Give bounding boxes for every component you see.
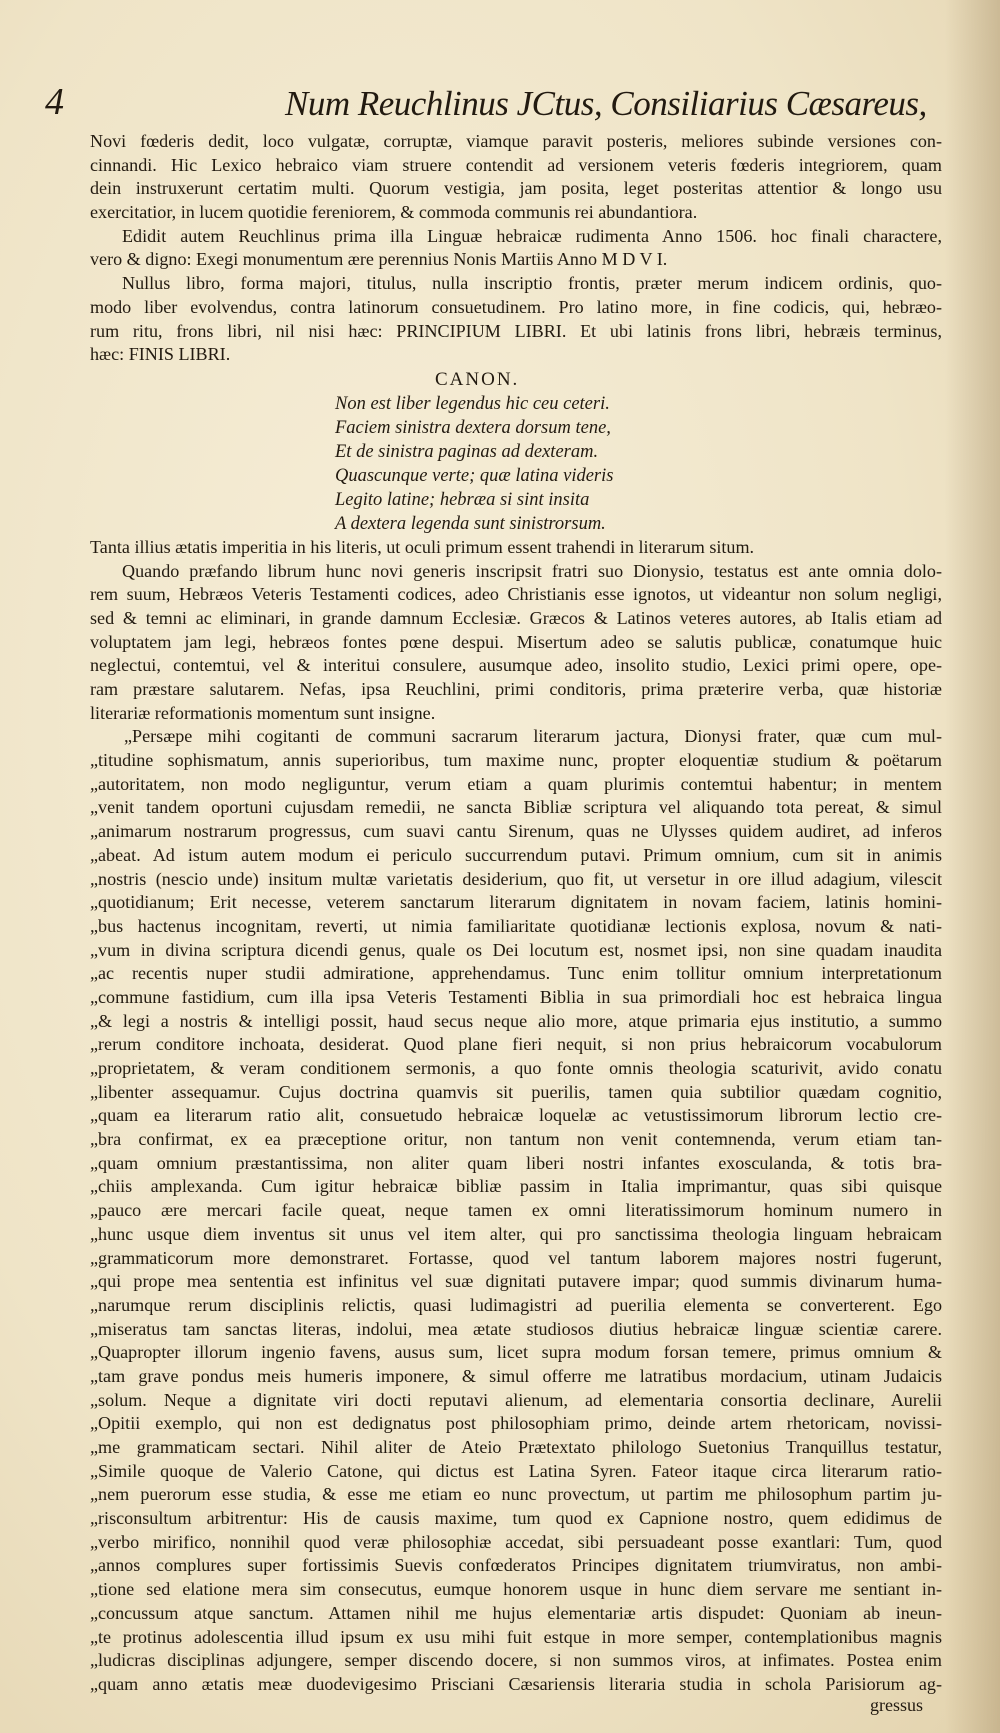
text-line: rum ritu, frons libri, nil nisi hæc: PRINCIPIUM LIBRI. Et ubi latinis frons libri, hebræis terminus, [90, 320, 942, 341]
quote-line: „rerum conditore inchoata, desiderat. Quod plane fieri nequit, si non prius hebraicorum vocabulorum [90, 1034, 942, 1055]
running-header [45, 78, 945, 128]
quote-line: „Opitii exemplo, qui non est dedignatus post philosophiam primo, deinde artem rhetoricam, novissi- [90, 1413, 942, 1434]
quote-line: „bus hactenus incognitam, reverti, ut nimia familiaritate quotidianæ lectionis explosa, novum & nati- [90, 915, 942, 936]
quote-line: „vum in divina scriptura dicendi genus, quale os Dei locutum est, nosmet ipsi, non sine quadam inaudita [90, 939, 942, 960]
quote-line: „abeat. Ad istum autem modum ei periculo succurrendum putavi. Primum omnium, cum sit in animis [90, 844, 942, 865]
quote-line: „titudine sophismatum, annis superioribus, tum maxime nunc, propter eloquentiæ studium & poëtarum [90, 750, 942, 771]
paragraph-2 [90, 225, 942, 272]
quote-line: „pauco ære mercari facile queat, neque tamen ex omni literatissimorum hominum numero in [90, 1200, 942, 1221]
quote-line: „& legi a nostris & intelligi possit, haud secus neque alio more, atque primaria ejus institutio, a summo [90, 1010, 942, 1031]
quote-line: „quam omnium præstantissima, non aliter quam liberi nostri infantes exosculanda, & totis bra- [90, 1152, 942, 1173]
text-line: sed & temni ac eliminari, in grande damnum Ecclesiæ. Græcos & Latinos veteres autores, ab Italis etiam ad [90, 607, 942, 628]
text-line: Tanta illius ætatis imperitia in his literis, ut oculi primum essent trahendi in literarum situm. [90, 536, 755, 557]
quotation-block [90, 725, 942, 1696]
paragraph-5 [90, 560, 942, 726]
text-line: Quando præfando librum hunc novi generis inscripsit fratri suo Dionysio, testatus est ante omnia dolo- [122, 560, 942, 581]
canon-verse: Non est liber legendus hic ceu ceteri. [335, 393, 610, 414]
text-line: vero & digno: Exegi monumentum ære perennius Nonis Martiis Anno M D V I. [90, 249, 668, 270]
canon-verse: Legito latine; hebræa si sint insita [335, 489, 590, 510]
canon-verse: Et de sinistra paginas ad dexteram. [335, 441, 599, 462]
canon-verse: Quascunque verte; quæ latina videris [335, 465, 614, 486]
canon-verse: Faciem sinistra dextera dorsum tene, [335, 417, 611, 438]
canon-title: CANON. [435, 368, 520, 390]
quote-line: „nostris (nescio unde) insitum multæ varietatis desiderium, quo fit, ut versetur in ore illud adagium, vilescit [90, 868, 942, 889]
quote-line: „grammaticorum more demonstraret. Fortasse, quod vel tantum laborem majores nostri fugerunt, [90, 1247, 942, 1268]
quote-line: „miseratus tam sanctas literas, indolui, mea ætate studiosos diutius hebraicæ linguæ scientiæ carere. [90, 1318, 942, 1339]
page-number: 4 [45, 81, 64, 123]
quote-line: „animarum nostrarum progressus, cum suavi cantu Sirenum, quas ne Ulysses quidem audiret, ad inferos [90, 821, 942, 842]
text-line: Edidit autem Reuchlinus prima illa Linguæ hebraicæ rudimenta Anno 1506. hoc finali charactere, [122, 225, 942, 246]
running-title: Num Reuchlinus JCtus, Consiliarius Cæsareus, [285, 84, 927, 123]
text-line: dein instruxerunt certatim multi. Quorum vestigia, jam posita, leget posteritas attentior & longo usu [90, 178, 942, 199]
canon-verse: A dextera legenda sunt sinistrorsum. [335, 513, 606, 534]
text-body [90, 130, 942, 1697]
quote-line: „ac recentis nuper studii admiratione, apprehendamus. Tunc enim tollitur omnium interpretationum [90, 963, 942, 984]
quote-line: „commune fastidium, cum illa ipsa Veteris Testamenti Biblia in sua primordiali hoc est hebraica lingua [90, 986, 942, 1007]
text-line: rem suum, Hebræos Veteris Testamenti codices, adeo Christianis esse ignotos, ut videantur non solum negligi, [90, 584, 942, 605]
quote-line: „Persæpe mihi cogitanti de communi sacrarum literarum jactura, Dionysi frater, quæ cum mul- [124, 726, 942, 747]
quote-line: „bra confirmat, ex ea præceptione oritur, non tantum non venit contemnenda, verum etiam tan- [90, 1129, 942, 1150]
quote-line: „risconsultum arbitrentur: His de causis maxime, tum quod ex Capnione nostro, quem edidimus de [90, 1508, 942, 1529]
quote-line: „concussum atque sanctum. Attamen nihil me hujus elementariæ artis dispudet: Quoniam ab ineun- [90, 1602, 942, 1623]
catchword: gressus [870, 1695, 923, 1715]
text-line: Novi fœderis dedit, loco vulgatæ, corruptæ, viamque paravit posteris, meliores subinde versiones con- [90, 131, 942, 151]
quote-line: „me grammaticam sectari. Nihil aliter de Ateio Prætextato philologo Suetonius Tranquillus testatur, [90, 1437, 942, 1457]
quote-line: „Quapropter illorum ingenio favens, ausus sum, licet supra modum forsan temere, primus omnium & [90, 1342, 942, 1363]
text-line: voluptatem jam legi, hebræos fontes pœne despui. Misertum adeo se salutis publicæ, conatumque huic [90, 631, 942, 652]
text-line: Nullus libro, forma majori, titulus, nulla inscriptio frontis, præter merum indicem ordinis, quo- [122, 273, 942, 294]
quote-line: „quam anno ætatis meæ duodevigesimo Prisciani Cæsariensis literaria studia in schola Parisiorum ag- [90, 1673, 942, 1694]
quote-line: „narumque rerum disciplinis relictis, quasi ludimagistri ad puerilia elementa se converterent. Ego [90, 1294, 942, 1315]
paragraph-3 [90, 272, 942, 367]
quote-line: „venit tandem oportuni cujusdam remedii, ne sancta Bibliæ scriptura vel aliquando tota pereat, & simul [90, 797, 942, 818]
quote-line: „nem puerorum esse studia, & esse me etiam eo nunc provectum, ut partim me philosophum partim ju- [90, 1484, 942, 1505]
quote-line: „verbo mirifico, nonnihil quod veræ philosophiæ accedat, sibi persuadeant posse exantlari: Tum, quod [90, 1531, 942, 1552]
quote-line: „quotidianum; Erit necesse, veterem sanctarum literarum dignitatem in novam faciem, latinis homini- [90, 892, 942, 913]
paragraph-4 [90, 536, 942, 560]
quote-line: „solum. Neque a dignitate viri docti reputavi alienum, ad elementaria consortia declinare, Aurelii [90, 1389, 942, 1410]
quote-line: „hunc usque diem inventus sit unus vel item alter, qui pro sanctissima theologia linguam hebraicam [90, 1223, 942, 1244]
quote-line: „proprietatem, & veram conditionem sermonis, a quo fonte omnis theologia scaturivit, avido conatu [90, 1058, 942, 1078]
text-line: hæc: FINIS LIBRI. [90, 344, 231, 365]
quote-line: „annos complures super fortissimis Suevis confœderatos Principes dignitatem triumviratus, non ambi- [90, 1555, 942, 1576]
quote-line: „ludicras disciplinas adjungere, semper discendo docere, si non summos viros, at infimates. Postea enim [90, 1650, 942, 1671]
quote-line: „autoritatem, non modo negliguntur, verum etiam a quam plurimis contemtui habentur; in mentem [90, 773, 942, 794]
quote-line: „quam ea literarum ratio alit, consuetudo hebraicæ loquelæ ac vetustissimorum librorum lectio cre- [90, 1105, 942, 1126]
text-line: cinnandi. Hic Lexico hebraico viam struere contendit ad versionem veteris fœderis integriorem, quam [90, 154, 942, 175]
quote-line: „tione sed elatione mera sim consecutus, eumque honorem usque in hunc diem servare me sentiant in- [90, 1579, 942, 1600]
paragraph-1 [90, 130, 942, 225]
text-line: ram præstare salutarem. Nefas, ipsa Reuchlini, primi conditoris, prima præterire verba, quæ historiæ [90, 679, 942, 699]
text-line: exercitatior, in lucem quotidie fereniorem, & commoda communis rei abundantiora. [90, 202, 698, 223]
quote-line: „qui prope mea sententia est infinitus vel suæ dignitati putavere impar; quod summis divinarum huma- [90, 1271, 942, 1292]
quote-line: „chiis amplexanda. Cum igitur hebraicæ bibliæ passim in Italia imprimantur, quas sibi quisque [90, 1176, 942, 1197]
canon-block [90, 367, 942, 536]
quote-line: „te protinus adolescentia illud ipsum ex usu mihi fuit estque in more semper, contemplationibus magnis [90, 1626, 942, 1647]
text-line: literariæ reformationis momentum sunt insigne. [90, 702, 436, 723]
quote-line: „Simile quoque de Valerio Catone, qui dictus est Latina Syren. Fateor itaque circa literarum ratio- [90, 1460, 942, 1481]
text-line: neglectui, contemtui, vel & interitui consulere, ausumque adeo, insolito studio, Lexici primi opere, ope- [90, 655, 942, 676]
quote-line: „tam grave pondus meis humeris imponere, & simul offerre me latratibus mordacium, utinam Judaicis [90, 1365, 942, 1386]
text-line: modo liber evolvendus, contra latinorum consuetudinem. Pro latino more, in fine codicis, qui, hebræo- [90, 296, 942, 317]
quote-line: „libenter assequamur. Cujus doctrina quamvis sit puerilis, tamen quia subtilior quædam cognitio, [90, 1081, 942, 1102]
